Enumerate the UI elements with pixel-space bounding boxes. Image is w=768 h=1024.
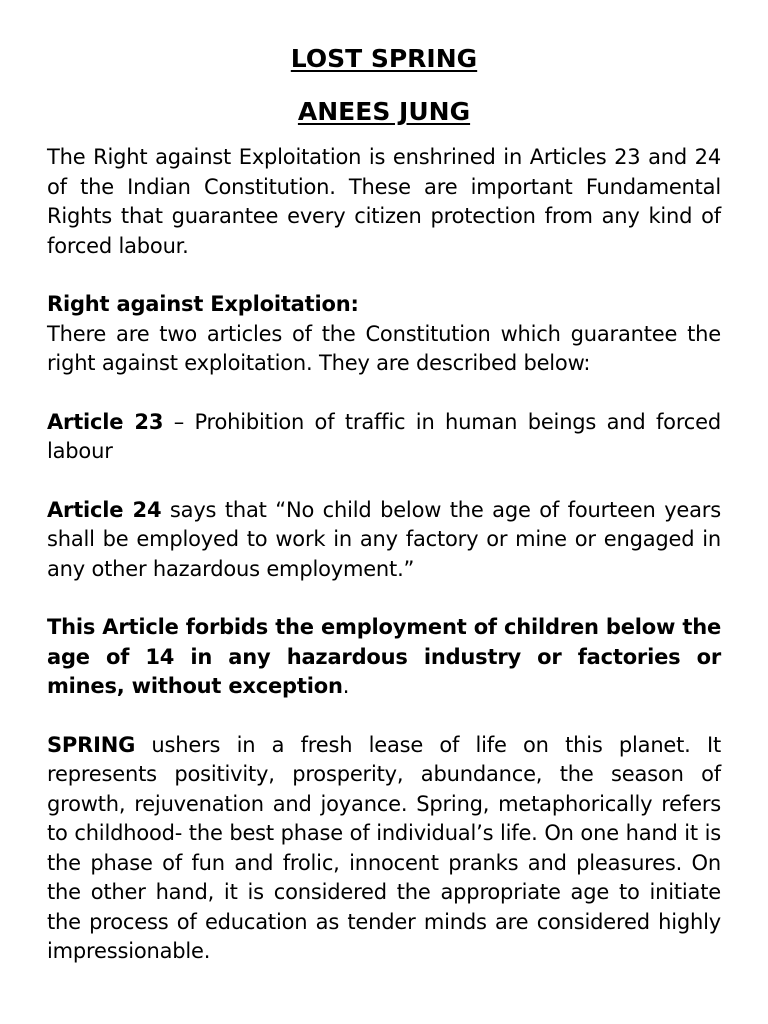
article-24-text: says that “No child below the age of fourteen years shall be employed to work in any factory or mine or engaged in any other hazardous employment.”	[47, 497, 721, 581]
article-23-paragraph	[47, 408, 721, 467]
spring-label: SPRING	[47, 732, 136, 757]
section-heading: Right against Exploitation:	[47, 292, 359, 316]
article-23-text: – Prohibition of traffic in human beings and forced labour	[47, 409, 721, 463]
forbids-text: This Article forbids the employment of children below the age of 14 in any hazardous industry or factories or mines, without exception	[47, 615, 721, 698]
article-23-label: Article 23	[47, 409, 164, 434]
forbids-end: .	[342, 674, 350, 698]
article-24-label: Article 24	[47, 497, 162, 522]
intro-paragraph: The Right against Exploitation is enshrined in Articles 23 and 24 of the Indian Constitution. These are important Fundamental Rights that guarantee every citizen protection from any kind of forced labour.	[47, 145, 721, 258]
forbids-paragraph	[47, 613, 721, 702]
section-text: There are two articles of the Constitution which guarantee the right against exploitation. They are described below:	[47, 321, 721, 375]
spring-text: ushers in a fresh lease of life on this planet. It represents positivity, prosperity, abundance, the season of growth, rejuvenation and joyance. Spring, metaphorically refers to childhood- the best phase of individual’s life. On one hand it is the phase of fun and frolic, innocent pranks and pleasures. On the other hand, it is considered the appropriate age to initiate the process of education as tender minds are considered highly impressionable.	[47, 732, 721, 963]
document-author: ANEES JUNG	[297, 97, 471, 126]
article-24-paragraph	[47, 496, 721, 585]
exploitation-section	[47, 290, 721, 379]
spring-paragraph	[47, 731, 721, 967]
document-title: LOST SPRING	[290, 44, 478, 73]
